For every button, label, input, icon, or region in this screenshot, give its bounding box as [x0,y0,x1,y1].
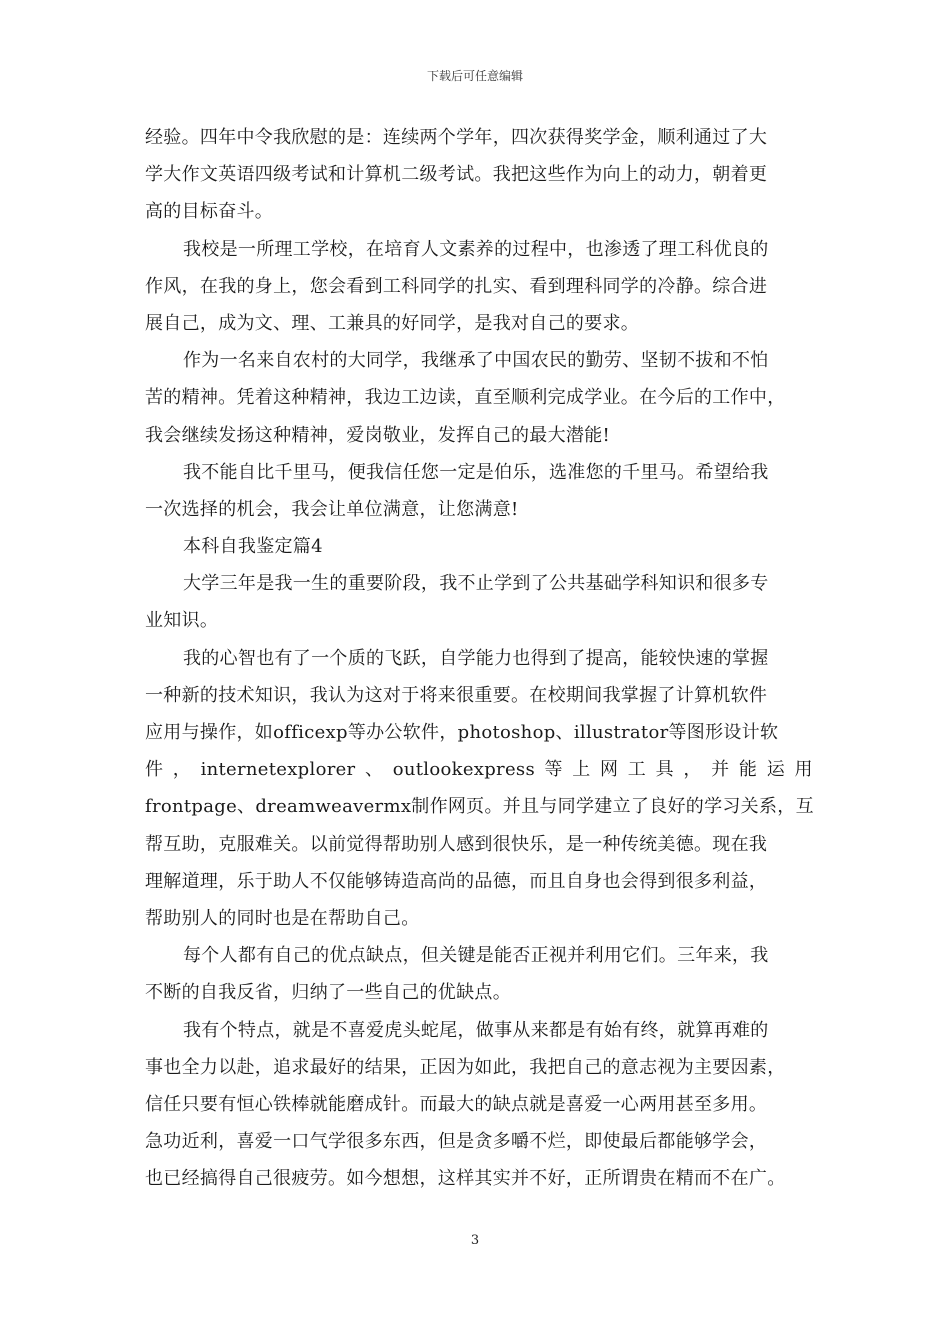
word: ， [172,759,192,781]
word: 网 [600,759,619,781]
text-line: 应用与操作，如officexp等办公软件，photoshop、illustrator等图形设计软 [145,722,779,743]
text-line: 我不能自比千里马，便我信任您一定是伯乐，选准您的千里马。希望给我 [183,461,769,483]
text-line: 理解道理，乐于助人不仅能够铸造高尚的品德，而且自身也会得到很多利益， [145,870,768,892]
word: ， [683,759,702,781]
page-header: 下载后可任意编辑 [426,69,523,83]
word: internetexplorer [200,759,356,781]
text-line: 帮互助，克服难关。以前觉得帮助别人感到很快乐，是一种传统美德。现在我 [145,833,768,855]
word: 能 [738,759,758,781]
text-line: 经验。四年中令我欣慰的是：连续两个学年，四次获得奖学金，顺利通过了大 [145,127,768,148]
text-line: frontpage、dreamweavermx制作网页。并且与同学建立了良好的学习关系，互 [145,796,814,818]
text-line: 苦的精神。凭着这种精神，我边工边读，直至顺利完成学业。在今后的工作中， [145,387,786,409]
text-line: 信任只要有恒心铁棒就能磨成针。而最大的缺点就是喜爱一心两用甚至多用。 [145,1093,768,1115]
text-line: 作为一名来自农村的大同学，我继承了中国农民的勤劳、坚韧不拔和不怕 [183,350,769,372]
justified-text-line [145,751,813,788]
word: 、 [364,759,384,781]
text-line: 业知识。 [145,610,219,632]
section-heading: 本科自我鉴定篇4 [183,536,323,558]
page-number: 3 [470,1233,480,1248]
text-line: 一种新的技术知识，我认为这对于将来很重要。在校期间我掌握了计算机软件 [145,684,768,706]
text-line: 每个人都有自己的优点缺点，但关键是能否正视并利用它们。三年来，我 [183,945,769,967]
text-line: 我校是一所理工学校，在培育人文素养的过程中，也渗透了理工科优良的 [183,238,769,260]
text-line: 作风，在我的身上，您会看到工科同学的扎实、看到理科同学的冷静。综合进 [145,275,768,297]
text-line: 大学三年是我一生的重要阶段，我不止学到了公共基础学科知识和很多专 [183,573,769,595]
text-line: 学大作文英语四级考试和计算机二级考试。我把这些作为向上的动力，朝着更 [145,164,768,186]
word: 具 [655,759,674,781]
word: 等 [544,759,563,781]
word: 运 [766,759,786,781]
text-line: 我有个特点，就是不喜爱虎头蛇尾，做事从来都是有始有终，就算再难的 [183,1019,769,1041]
text-line: 展自己，成为文、理、工兼具的好同学，是我对自己的要求。 [145,312,640,334]
text-line: 急功近利，喜爱一口气学很多东西，但是贪多嚼不烂，即使最后都能够学会， [145,1131,768,1153]
text-line: 不断的自我反省，归纳了一些自己的优缺点。 [145,982,511,1004]
word: 用 [794,759,813,781]
text-line: 我的心智也有了一个质的飞跃，自学能力也得到了提高，能较快速的掌握 [183,647,769,669]
word: 并 [711,759,730,781]
word: outlookexpress [392,759,535,781]
text-line: 一次选择的机会，我会让单位满意，让您满意! [145,498,519,520]
word: 工 [627,759,647,781]
word: 上 [572,759,591,781]
text-line: 也已经搞得自己很疲劳。如今想想，这样其实并不好，正所谓贵在精而不在广。 [145,1168,786,1190]
text-line: 事也全力以赴，追求最好的结果，正因为如此，我把自己的意志视为主要因素， [145,1056,786,1078]
text-line: 我会继续发扬这种精神，爱岗敬业，发挥自己的最大潜能! [145,424,611,446]
document-body [145,119,813,1197]
text-line: 帮助别人的同时也是在帮助自己。 [145,907,420,929]
text-line: 高的目标奋斗。 [145,201,274,223]
word: 件 [145,759,164,781]
